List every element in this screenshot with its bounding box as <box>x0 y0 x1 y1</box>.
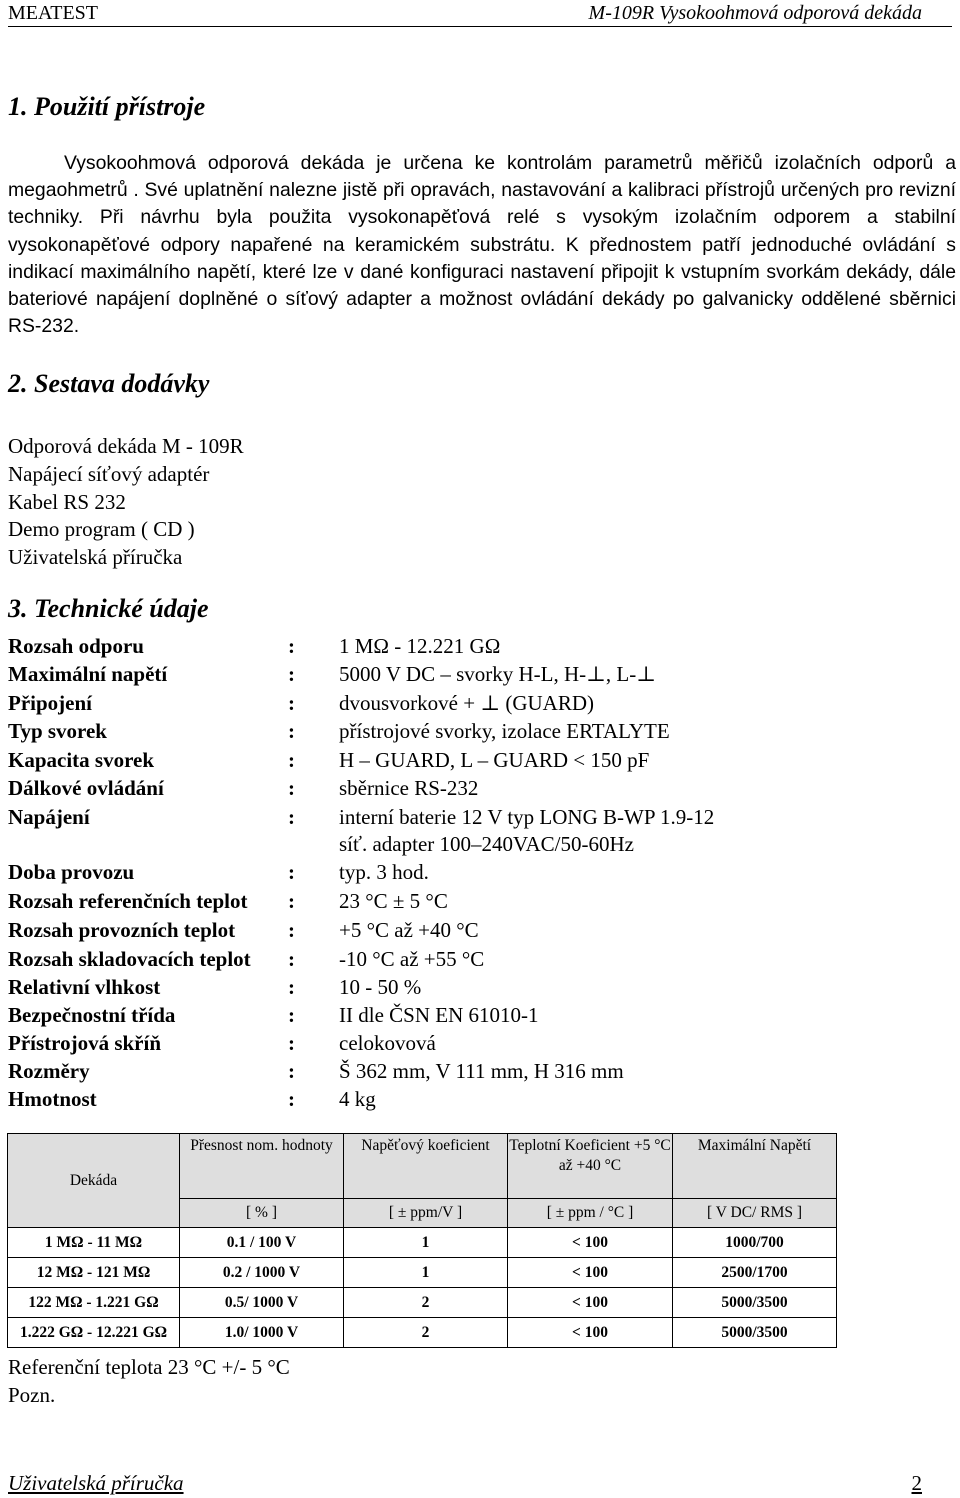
spec-label: Maximální napětí <box>8 662 168 686</box>
spec-colon: : <box>288 662 295 686</box>
spec-colon: : <box>288 1003 295 1027</box>
table-unit-cell: [ ± ppm/V ] <box>344 1199 508 1228</box>
section-2-title: 2. Sestava dodávky <box>8 369 210 398</box>
spec-colon: : <box>288 805 295 829</box>
spec-label: Přístrojová skříň <box>8 1031 162 1055</box>
spec-value: typ. 3 hod. <box>339 860 429 884</box>
footer-title: Uživatelská příručka <box>8 1471 184 1495</box>
note-label: Pozn. <box>8 1383 56 1407</box>
delivery-list <box>8 433 244 572</box>
spec-value: -10 °C až +55 °C <box>339 947 485 971</box>
delivery-item: Uživatelská příručka <box>8 545 183 570</box>
spec-colon: : <box>288 1087 295 1111</box>
table-cell: 2500/1700 <box>673 1258 837 1288</box>
table-header-cell: Dekáda <box>8 1134 180 1228</box>
spec-colon: : <box>288 719 295 743</box>
spec-value: dvousvorkové + ⊥ (GUARD) <box>339 691 594 715</box>
page-number: 2 <box>911 1471 922 1495</box>
table-header-cell: Maximální Napětí <box>673 1134 837 1199</box>
table-unit-cell: [ ± ppm / °C ] <box>508 1199 673 1228</box>
spec-value: Š 362 mm, V 111 mm, H 316 mm <box>339 1059 624 1083</box>
table-cell: < 100 <box>508 1288 673 1318</box>
table-cell: < 100 <box>508 1258 673 1288</box>
table-header-cell: Napěťový koeficient <box>344 1134 508 1199</box>
spec-value: interní baterie 12 V typ LONG B-WP 1.9-12 <box>339 805 715 829</box>
spec-value: 10 - 50 % <box>339 975 422 999</box>
spec-colon: : <box>288 1059 295 1083</box>
table-cell: 1 <box>344 1258 508 1288</box>
spec-value: celokovová <box>339 1031 436 1055</box>
spec-label: Dálkové ovládání <box>8 776 164 800</box>
section-1-paragraph: Vysokoohmová odporová dekáda je určena ke kontrolám parametrů měřičů izolačních odporů a megaohmetrů . Své uplatnění nalezne jistě při opravách, nastavování a kalibraci přístrojů určených pro revizní techniky. Při návrhu byla použita vysokonapěťová relé s vysokým izolačním odporem a stabilní vysokonapěťové odpory napařené na keramickém substrátu. K přednostem patří jednoduché ovládání s indikací maximálního napětí, které lze v dané konfiguraci nastavení připojit k vstupním svorkám dekády, dále bateriové napájení doplněné o síťový adapter a možnost ovládání dekády po galvanicky oddělené sběrnici RS-232. <box>8 152 956 338</box>
spec-label: Připojení <box>8 691 92 715</box>
table-unit-cell: [ V DC/ RMS ] <box>673 1199 837 1228</box>
table-cell: 0.2 / 1000 V <box>180 1258 344 1288</box>
table-header-cell: Teplotní Koeficient +5 °C až +40 °C <box>508 1134 673 1199</box>
table-cell: 1.0/ 1000 V <box>180 1318 344 1348</box>
delivery-item: Odporová dekáda M - 109R <box>8 434 244 458</box>
header-right: M-109R Vysokoohmová odporová dekáda <box>588 2 922 24</box>
delivery-item: Kabel RS 232 <box>8 489 126 514</box>
delivery-item: Napájecí síťový adaptér <box>8 461 210 486</box>
spec-value: síť. adapter 100–240VAC/50-60Hz <box>339 832 634 856</box>
delivery-item: Demo program ( CD ) <box>8 517 195 542</box>
spec-colon: : <box>288 918 295 942</box>
table-cell: 0.1 / 100 V <box>180 1228 344 1258</box>
spec-colon: : <box>288 776 295 800</box>
spec-label: Kapacita svorek <box>8 748 155 772</box>
spec-label: Relativní vlhkost <box>8 975 161 999</box>
table-cell: 5000/3500 <box>673 1318 837 1348</box>
spec-label: Rozsah referenčních teplot <box>8 889 248 913</box>
section-1-title: 1. Použití přístroje <box>8 92 206 121</box>
spec-value: 5000 V DC – svorky H-L, H-⊥, L-⊥ <box>339 662 656 686</box>
header-left: MEATEST <box>8 2 98 24</box>
table-unit-cell: [ % ] <box>180 1199 344 1228</box>
table-cell: 1.222 GΩ - 12.221 GΩ <box>8 1318 180 1348</box>
table-row <box>8 1318 837 1348</box>
spec-value: H – GUARD, L – GUARD < 150 pF <box>339 748 650 772</box>
spec-value: přístrojové svorky, izolace ERTALYTE <box>339 719 670 743</box>
spec-colon: : <box>288 634 295 658</box>
decade-table <box>7 1133 837 1348</box>
spec-value: +5 °C až +40 °C <box>339 918 479 942</box>
spec-label: Bezpečnostní třída <box>8 1003 176 1027</box>
spec-colon: : <box>288 860 295 884</box>
section-3-title: 3. Technické údaje <box>8 594 209 623</box>
spec-label: Napájení <box>8 805 90 829</box>
spec-colon: : <box>288 1031 295 1055</box>
spec-colon: : <box>288 947 295 971</box>
spec-label: Rozsah provozních teplot <box>8 918 236 942</box>
spec-value: 23 °C ± 5 °C <box>339 889 448 913</box>
spec-label: Rozsah skladovacích teplot <box>8 947 251 971</box>
header-rule <box>8 26 952 27</box>
spec-label: Hmotnost <box>8 1087 97 1111</box>
table-cell: 2 <box>344 1318 508 1348</box>
spec-value: II dle ČSN EN 61010-1 <box>339 1003 539 1027</box>
table-cell: 1 <box>344 1228 508 1258</box>
table-cell: 1 MΩ - 11 MΩ <box>8 1228 180 1258</box>
spec-label: Rozměry <box>8 1059 90 1083</box>
spec-value: 4 kg <box>339 1087 376 1111</box>
table-cell: 0.5/ 1000 V <box>180 1288 344 1318</box>
table-row <box>8 1258 837 1288</box>
table-cell: 122 MΩ - 1.221 GΩ <box>8 1288 180 1318</box>
spec-label: Rozsah odporu <box>8 634 144 658</box>
reference-temperature-note: Referenční teplota 23 °C +/- 5 °C <box>8 1355 290 1379</box>
spec-colon: : <box>288 691 295 715</box>
spec-colon: : <box>288 975 295 999</box>
section-1-text-block <box>8 150 956 340</box>
table-cell: 12 MΩ - 121 MΩ <box>8 1258 180 1288</box>
table-row <box>8 1288 837 1318</box>
table-cell: 1000/700 <box>673 1228 837 1258</box>
spec-colon: : <box>288 889 295 913</box>
spec-colon: : <box>288 748 295 772</box>
spec-label: Typ svorek <box>8 719 107 743</box>
table-cell: 2 <box>344 1288 508 1318</box>
spec-value: 1 MΩ - 12.221 GΩ <box>339 634 501 658</box>
table-header-row <box>8 1134 837 1199</box>
table-cell: < 100 <box>508 1318 673 1348</box>
spec-value: sběrnice RS-232 <box>339 776 479 800</box>
table-header-cell: Přesnost nom. hodnoty <box>180 1134 344 1199</box>
table-cell: < 100 <box>508 1228 673 1258</box>
table-row <box>8 1228 837 1258</box>
spec-label: Doba provozu <box>8 860 135 884</box>
table-cell: 5000/3500 <box>673 1288 837 1318</box>
